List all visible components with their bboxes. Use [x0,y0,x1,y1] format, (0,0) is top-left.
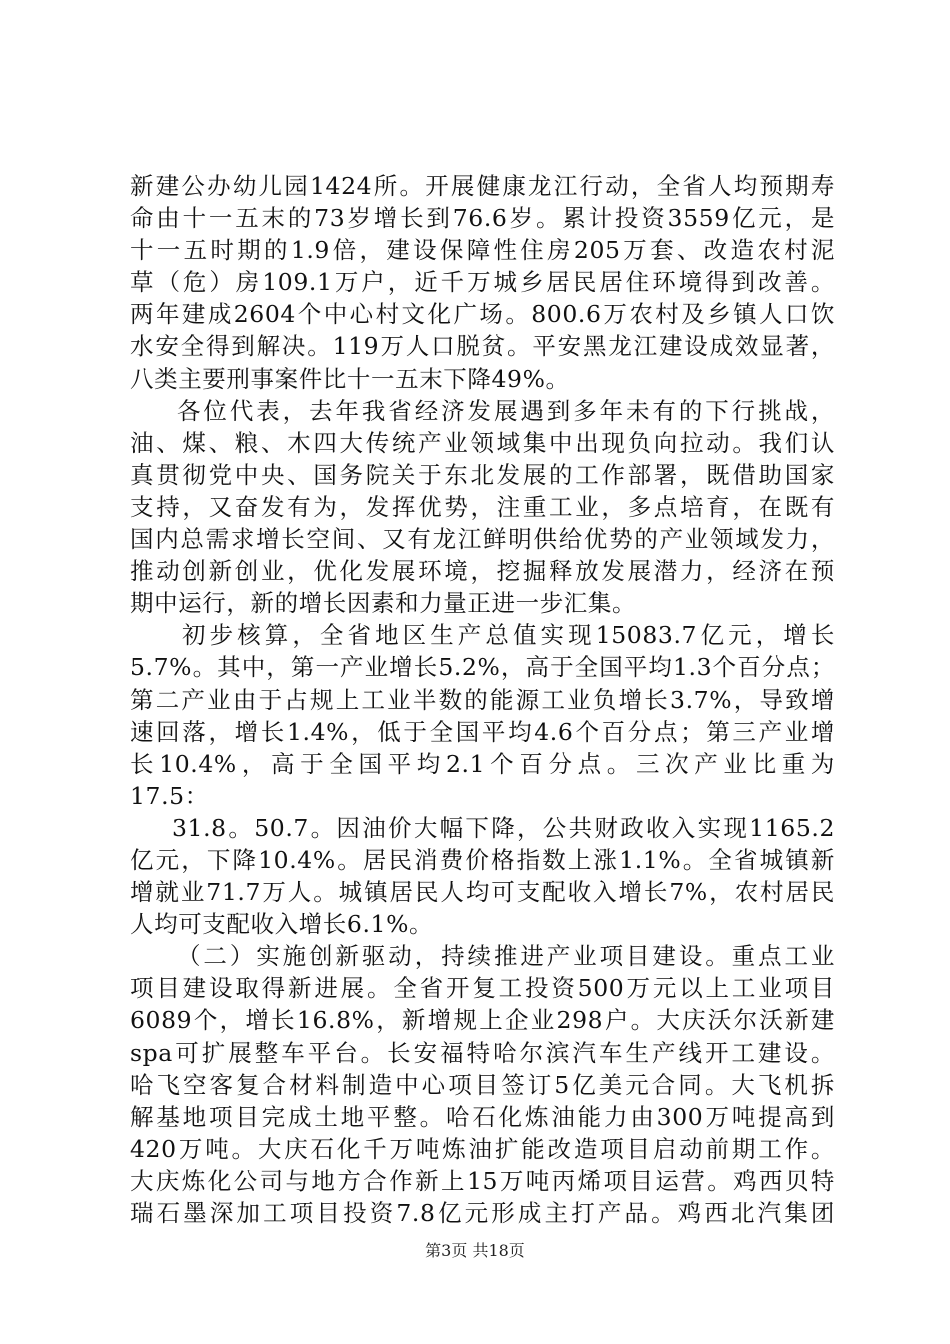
text-line: 第二产业由于占规上工业半数的能源工业负增长3.7%，导致增 [130,685,835,714]
text-line: 长10.4%，高于全国平均2.1个百分点。三次产业比重为 [130,749,835,778]
text-line: 油、煤、粮、木四大传统产业领域集中出现负向拉动。我们认 [130,428,835,457]
text-line: 6089个，增长16.8%，新增规上企业298户。大庆沃尔沃新建 [130,1006,835,1035]
text-line: 瑞石墨深加工项目投资7.8亿元形成主打产品。鸡西北汽集团 [130,1199,835,1227]
paragraph-start-line: 31.8。50.7。因油价大幅下降，公共财政收入实现1165.2 [172,813,835,842]
text-line: 支持，又奋发有为，发挥优势，注重工业，多点培育，在既有 [130,492,835,521]
paragraph-start-line: 初步核算，全省地区生产总值实现15083.7亿元，增长 [182,621,835,650]
text-line: 水安全得到解决。119万人口脱贫。平安黑龙江建设成效显著， [130,332,835,361]
text-line: 5.7%。其中，第一产业增长5.2%，高于全国平均1.3个百分点； [130,653,835,682]
document-body [130,170,835,1229]
text-line: 420万吨。大庆石化千万吨炼油扩能改造项目启动前期工作。 [130,1134,835,1163]
paragraph-start-line: 各位代表，去年我省经济发展遇到多年未有的下行挑战， [177,396,835,425]
text-line: 解基地项目完成土地平整。哈石化炼油能力由300万吨提高到 [130,1102,835,1131]
text-line: 亿元，下降10.4%。居民消费价格指数上涨1.1%。全省城镇新 [130,845,835,874]
text-line: 十一五时期的1.9倍，建设保障性住房205万套、改造农村泥 [130,236,835,265]
text-line: 命由十一五末的73岁增长到76.6岁。累计投资3559亿元，是 [130,204,835,233]
text-line: spa可扩展整车平台。长安福特哈尔滨汽车生产线开工建设。 [130,1038,835,1067]
text-line: 哈飞空客复合材料制造中心项目签订5亿美元合同。大飞机拆 [130,1070,835,1099]
text-line: 期中运行，新的增长因素和力量正进一步汇集。 [130,589,637,618]
text-line: 推动创新创业，优化发展环境，挖掘释放发展潜力，经济在预 [130,557,835,586]
page-number-footer: 第3页 共18页 [425,1241,525,1260]
text-line: 新建公办幼儿园1424所。开展健康龙江行动，全省人均预期寿 [130,172,835,200]
section-heading-line: （二）实施创新驱动，持续推进产业项目建设。重点工业 [177,942,835,971]
text-line: 人均可支配收入增长6.1%。 [130,910,434,939]
text-line: 项目建设取得新进展。全省开复工投资500万元以上工业项目 [130,974,835,1003]
text-line: 大庆炼化公司与地方合作新上15万吨丙烯项目运营。鸡西贝特 [130,1166,835,1195]
text-line: 国内总需求增长空间、又有龙江鲜明供给优势的产业领域发力， [130,525,835,554]
text-line: 八类主要刑事案件比十一五末下降49%。 [130,364,570,393]
text-line: 17.5： [130,781,209,810]
text-line: 草（危）房109.1万户，近千万城乡居民居住环境得到改善。 [130,268,835,297]
text-line: 速回落，增长1.4%，低于全国平均4.6个百分点；第三产业增 [130,717,835,746]
text-line: 两年建成2604个中心村文化广场。800.6万农村及乡镇人口饮 [130,300,835,329]
text-line: 增就业71.7万人。城镇居民人均可支配收入增长7%，农村居民 [130,878,835,907]
text-line: 真贯彻党中央、国务院关于东北发展的工作部署，既借助国家 [130,460,835,489]
